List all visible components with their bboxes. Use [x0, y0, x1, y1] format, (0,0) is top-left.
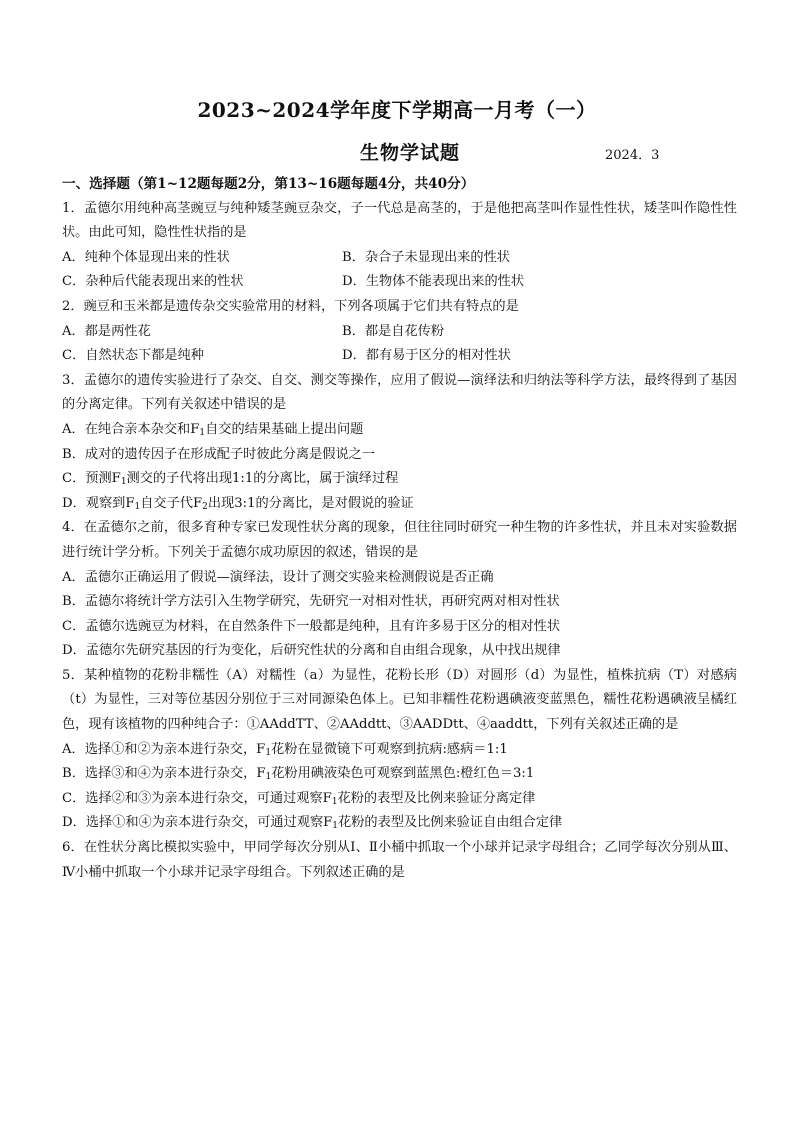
exam-date: 2024．3: [605, 148, 660, 163]
question-6: [62, 836, 737, 885]
question-stem: 4．在孟德尔之前，很多育种专家已发现性状分离的现象，但往往同时研究一种生物的许多性状，并且未对实验数据进行统计学分析。下列关于孟德尔成功原因的叙述，错误的是: [62, 520, 737, 560]
option-b: B．都是自花传粉: [342, 323, 445, 339]
question-3: [62, 369, 737, 517]
option-row: [62, 320, 737, 345]
option-c: C．自然状态下都是纯种: [62, 348, 204, 364]
option-c: C．选择②和③为亲本进行杂交，可通过观察$F_1$花粉的表型及比例来验证分离定律: [62, 790, 536, 807]
option-d: D．孟德尔先研究基因的行为变化，后研究性状的分离和自由组合现象，从中找出规律: [62, 643, 561, 659]
question-2: [62, 295, 737, 369]
option-b: B．选择③和④为亲本进行杂交，$F_1$花粉用碘液染色可观察到蓝黑色:橙红色＝3:1: [62, 766, 535, 783]
option-row: [62, 344, 737, 369]
question-1: [62, 197, 737, 295]
option-c: C．孟德尔选豌豆为材料，在自然条件下一般都是纯种，且有许多易于区分的相对性状: [62, 618, 561, 634]
option-a: A．在纯合亲本杂交和$F_1$自交的结果基础上提出问题: [62, 421, 364, 438]
option-a: A．纯种个体显现出来的性状: [62, 249, 230, 265]
option-d: D．观察到$F_1$自交子代$F_2$出现3:1的分离比，是对假说的验证: [62, 495, 414, 512]
question-stem: 2．豌豆和玉米都是遗传杂交实验常用的材料，下列各项属于它们共有特点的是: [62, 298, 519, 314]
option-b: B．孟德尔将统计学方法引入生物学研究，先研究一对相对性状，再研究两对相对性状: [62, 594, 560, 610]
option-b: B．成对的遗传因子在形成配子时彼此分离是假说之一: [62, 446, 376, 462]
exam-content: [62, 172, 737, 885]
option-c: C．预测$F_1$测交的子代将出现1:1的分离比，属于演绎过程: [62, 471, 399, 488]
option-row: [62, 246, 737, 271]
question-5: [62, 664, 737, 836]
option-d: D．选择①和④为亲本进行杂交，可通过观察$F_1$花粉的表型及比例来验证自由组合定律: [62, 815, 563, 832]
question-stem: 6．在性状分离比模拟实验中，甲同学每次分别从Ⅰ、Ⅱ小桶中抓取一个小球并记录字母组合；乙同学每次分别从Ⅲ、Ⅳ小桶中抓取一个小球并记录字母组合。下列叙述正确的是: [62, 840, 737, 880]
subtitle-row: [0, 138, 794, 164]
question-stem: 3．孟德尔的遗传实验进行了杂交、自交、测交等操作，应用了假说—演绎法和归纳法等科学方法，最终得到了基因的分离定律。下列有关叙述中错误的是: [62, 372, 737, 413]
option-a: A．孟德尔正确运用了假说—演绎法，设计了测交实验来检测假说是否正确: [62, 569, 494, 585]
option-b: B．杂合子未显现出来的性状: [342, 249, 510, 265]
section-heading: 一、选择题（第1~12题每题2分，第13~16题每题4分，共40分）: [62, 176, 475, 192]
question-stem: 5．某种植物的花粉非糯性（A）对糯性（a）为显性，花粉长形（D）对圆形（d）为显性，植株抗病（T）对感病（t）为显性，三对等位基因分别位于三对同源染色体上。已知非糯性花粉遇碘液变蓝黑色，糯性花粉遇碘液呈橘红色，现有该植物的四种纯合子：①AAddTT、②AAddtt、③AADDtt、④aaddtt，下列有关叙述正确的是: [62, 667, 737, 733]
option-d: D．生物体不能表现出来的性状: [342, 274, 525, 290]
exam-subtitle: 生物学试题: [360, 142, 461, 164]
question-stem: 1．孟德尔用纯种高茎豌豆与纯种矮茎豌豆杂交，子一代总是高茎的，于是他把高茎叫作显性性状，矮茎叫作隐性性状。由此可知，隐性性状指的是: [62, 200, 737, 241]
question-4: [62, 516, 737, 664]
option-row: [62, 270, 737, 295]
option-a: A．都是两性花: [62, 323, 151, 339]
option-a: A．选择①和②为亲本进行杂交，$F_1$花粉在显微镜下可观察到抗病:感病＝1:1: [62, 741, 508, 758]
option-c: C．杂种后代能表现出来的性状: [62, 274, 244, 290]
option-d: D．都有易于区分的相对性状: [342, 348, 511, 364]
exam-title: 2023~2024学年度下学期高一月考（一）: [197, 98, 597, 122]
